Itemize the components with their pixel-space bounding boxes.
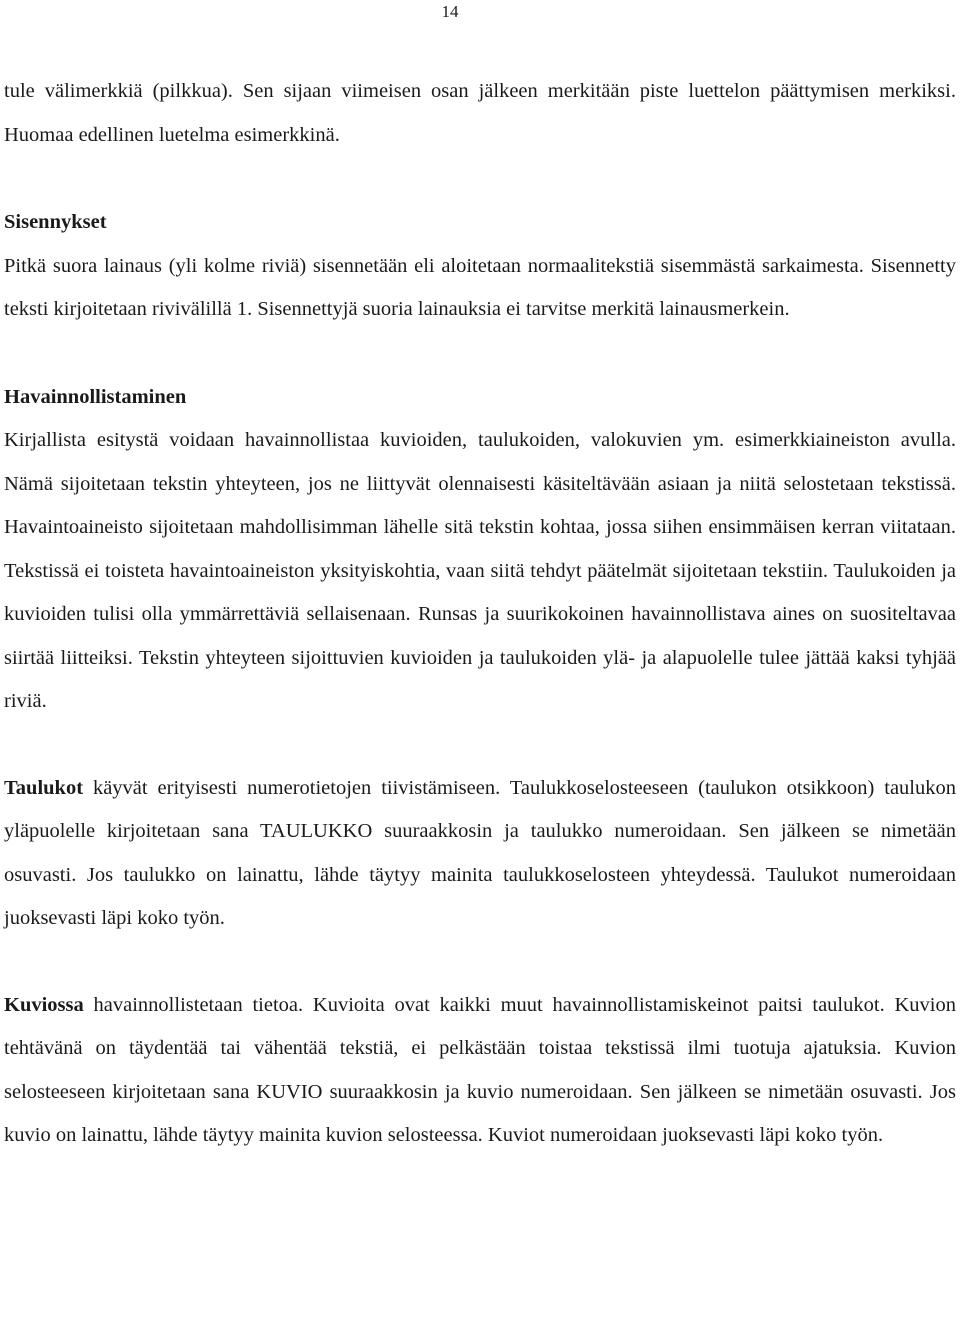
- taulukot-text: käyvät erityisesti numerotietojen tiivistämiseen. Taulukkoselosteeseen (taulukon otsikkoon) taulukon yläpuolelle kirjoitetaan sana TAULUKKO suuraakkosin ja taulukko numeroidaan. Sen jälkeen se nimetään osuvasti. Jos taulukko on lainattu, lähde täytyy mainita taulukkoselosteen yhteydessä. Taulukot numeroidaan juoksevasti läpi koko työn.: [4, 776, 956, 929]
- heading-havainnollistaminen: Havainnollistaminen: [4, 385, 187, 408]
- document-body: [4, 70, 956, 1158]
- taulukot-lead-term: Taulukot: [4, 776, 84, 799]
- page-number: 14: [441, 2, 459, 21]
- intro-paragraph: tule välimerkkiä (pilkkua). Sen sijaan viimeisen osan jälkeen merkitään piste luettelon päättymisen merkiksi. Huomaa edellinen luetelma esimerkkinä.: [4, 80, 956, 146]
- section-sisennykset: [4, 201, 956, 332]
- kuviot-paragraph: [4, 984, 956, 1158]
- section-havainnollistaminen: [4, 376, 956, 724]
- havainnollistaminen-paragraph: Kirjallista esitystä voidaan havainnollistaa kuvioiden, taulukoiden, valokuvien ym. esimerkkiaineiston avulla. Nämä sijoitetaan tekstin yhteyteen, jos ne liittyvät olennaisesti käsiteltävään asiaan ja niitä selostetaan tekstissä. Havaintoaineisto sijoitetaan mahdollisimman lähelle sitä tekstin kohtaa, jossa siihen ensimmäisen kerran viitataan. Tekstissä ei toisteta havaintoaineiston yksityiskohtia, vaan siitä tehdyt päätelmät sijoitetaan tekstiin. Taulukoiden ja kuvioiden tulisi olla ymmärrettäviä sellaisenaan. Runsas ja suurikokoinen havainnollistava aines on suositeltavaa siirtää liitteiksi. Tekstin yhteyteen sijoittuvien kuvioiden ja taulukoiden ylä- ja alapuolelle tulee jättää kaksi tyhjää riviä.: [4, 429, 956, 712]
- heading-sisennykset: Sisennykset: [4, 211, 107, 233]
- sisennykset-paragraph: Pitkä suora lainaus (yli kolme riviä) sisennetään eli aloitetaan normaalitekstiä sisemmästä sarkaimesta. Sisennetty teksti kirjoitetaan rivivälillä 1. Sisennettyjä suoria lainauksia ei tarvitse merkitä lainausmerkein.: [4, 254, 956, 320]
- kuviot-text: havainnollistetaan tietoa. Kuvioita ovat kaikki muut havainnollistamiskeinot paitsi taulukot. Kuvion tehtävänä on täydentää tai vähentää tekstiä, ei pelkästään toistaa tekstissä ilmi tuotuja ajatuksia. Kuvion selosteeseen kirjoitetaan sana KUVIO suuraakkosin ja kuvio numeroidaan. Sen jälkeen se nimetään osuvasti. Jos kuvio on lainattu, lähde täytyy mainita kuvion selosteessa. Kuviot numeroidaan juoksevasti läpi koko työn.: [4, 993, 956, 1146]
- kuviot-lead-term: Kuviossa: [4, 993, 84, 1016]
- taulukot-paragraph: [4, 767, 956, 941]
